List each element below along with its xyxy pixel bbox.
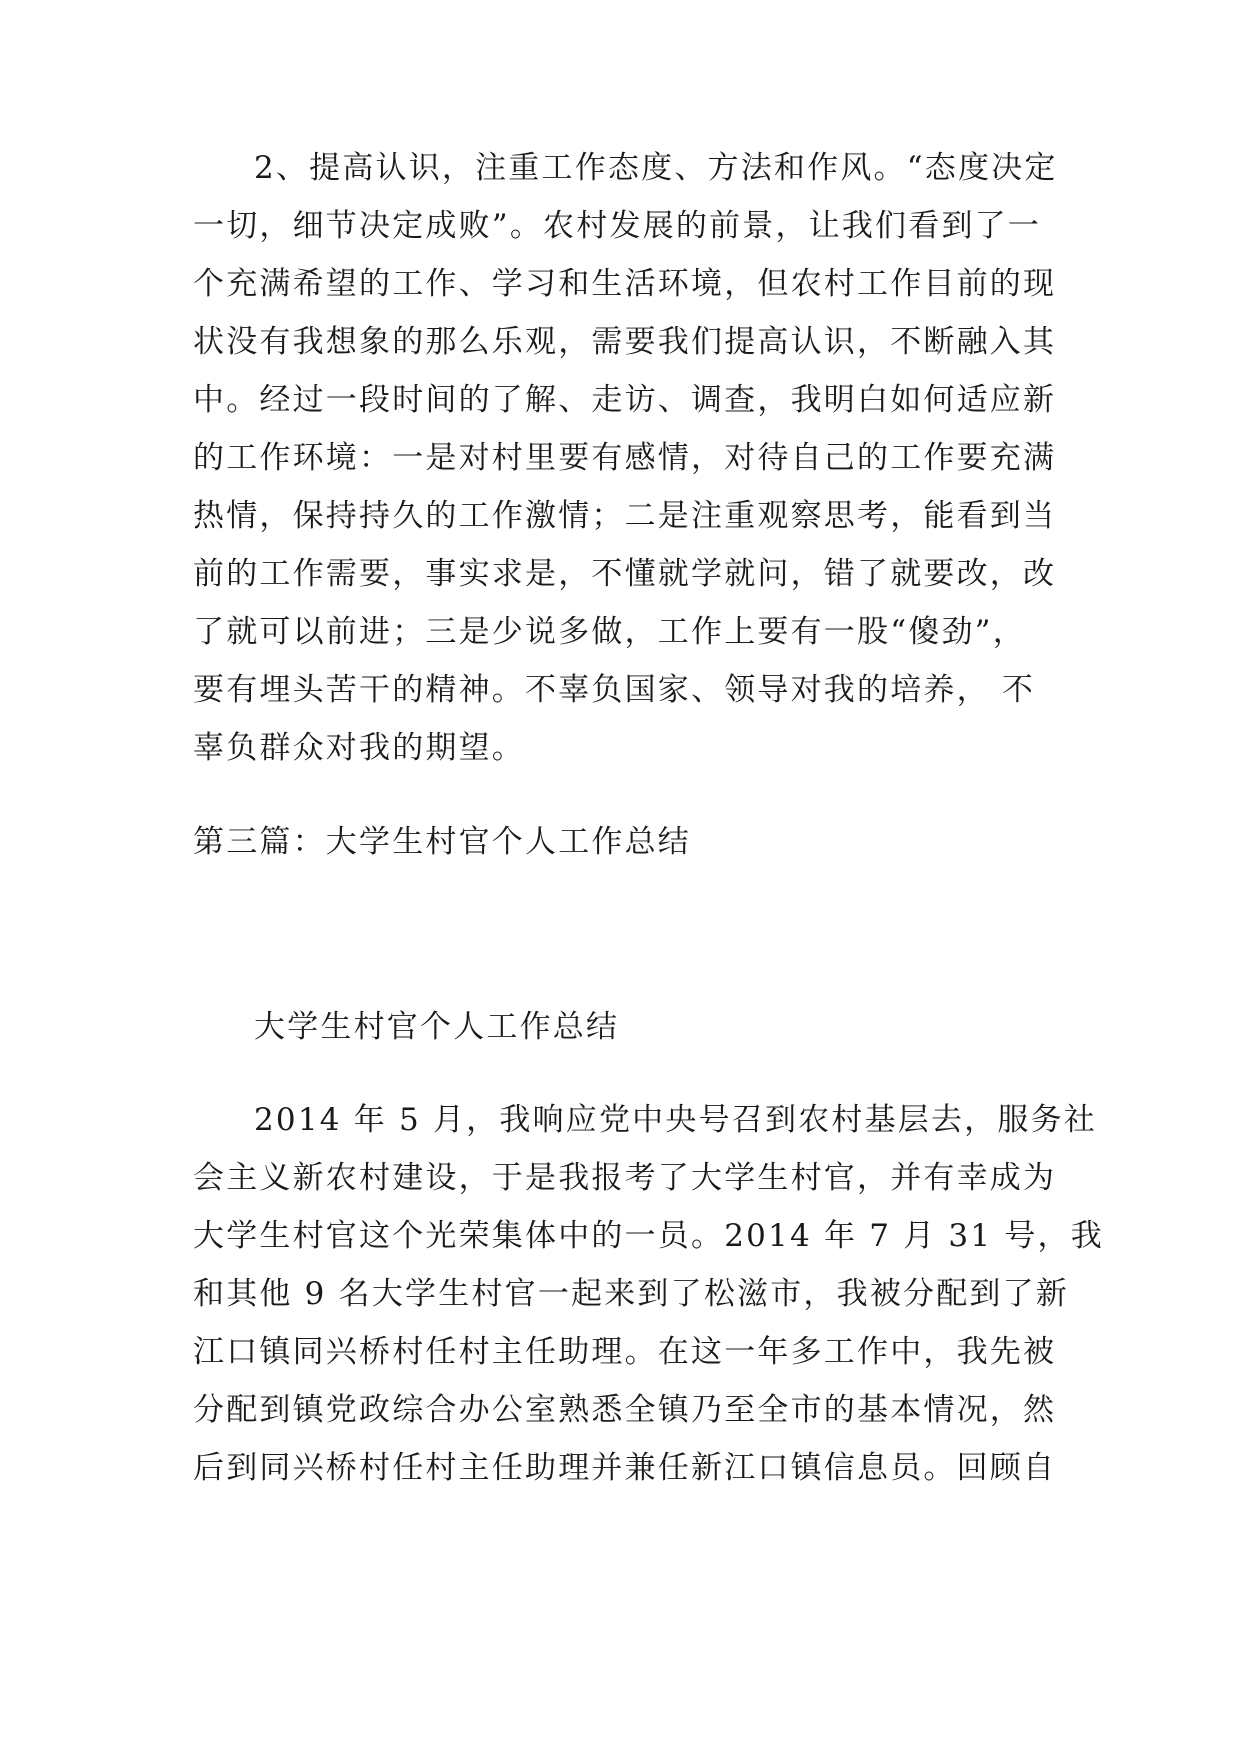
text-line: 的工作环境：一是对村里要有感情，对待自己的工作要充满 (193, 440, 1057, 476)
text-line: 状没有我想象的那么乐观，需要我们提高认识，不断融入其 (193, 324, 1057, 360)
text-line: 了就可以前进；三是少说多做，工作上要有一股“傻劲”， (193, 614, 1026, 650)
article-title: 大学生村官个人工作总结 (254, 1009, 620, 1045)
section-heading: 第三篇：大学生村官个人工作总结 (193, 824, 691, 860)
text-line: 大学生村官这个光荣集体中的一员。2014 年 7 月 31 号，我 (193, 1218, 1104, 1254)
text-line: 个充满希望的工作、学习和生活环境，但农村工作目前的现 (193, 266, 1057, 302)
text-line: 热情，保持持久的工作激情；二是注重观察思考，能看到当 (193, 498, 1057, 534)
text-line: 分配到镇党政综合办公室熟悉全镇乃至全市的基本情况，然 (193, 1392, 1057, 1428)
text-line: 要有埋头苦干的精神。不辜负国家、领导对我的培养， 不 (193, 672, 1036, 708)
text-line: 会主义新农村建设，于是我报考了大学生村官，并有幸成为 (193, 1160, 1057, 1196)
text-line: 前的工作需要，事实求是，不懂就学就问，错了就要改，改 (193, 556, 1057, 592)
text-line: 江口镇同兴桥村任村主任助理。在这一年多工作中，我先被 (193, 1334, 1057, 1370)
text-line: 辜负群众对我的期望。 (193, 730, 525, 766)
text-line: 和其他 9 名大学生村官一起来到了松滋市，我被分配到了新 (193, 1276, 1070, 1312)
text-line: 中。经过一段时间的了解、走访、调查，我明白如何适应新 (193, 382, 1057, 418)
text-line: 一切，细节决定成败”。农村发展的前景，让我们看到了一 (193, 208, 1042, 244)
text-line: 2、提高认识，注重工作态度、方法和作风。“态度决定 (254, 150, 1058, 186)
text-line: 2014 年 5 月，我响应党中央号召到农村基层去，服务社 (254, 1102, 1097, 1138)
text-line: 后到同兴桥村任村主任助理并兼任新江口镇信息员。回顾自 (193, 1450, 1057, 1486)
